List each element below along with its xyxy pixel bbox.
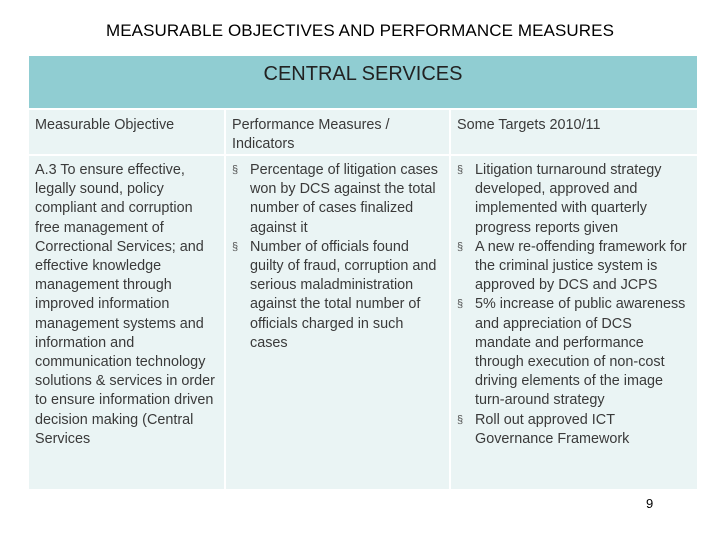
- bullet-icon: §: [232, 240, 239, 253]
- target-text: 5% increase of public awareness and appreciation of DCS mandate and performance through execution of non-cost driving elements of the image turn-around strategy: [475, 296, 686, 409]
- measure-text: Percentage of litigation cases won by DCS against the total number of cases finalized against it: [250, 162, 438, 236]
- targets-cell: [451, 156, 697, 491]
- bullet-icon: §: [457, 413, 464, 426]
- measures-list: [232, 161, 443, 353]
- bullet-icon: §: [457, 298, 464, 311]
- objective-cell: A.3 To ensure effective, legally sound, policy compliant and corruption free management of Correctional Services; and effective knowledge management through improved information management systems and information and communication technology solutions & services in order to ensure information driven decision making (Central Services: [29, 156, 226, 491]
- objectives-table: [29, 110, 697, 491]
- measure-item: [232, 238, 443, 353]
- target-item: [457, 411, 691, 449]
- page-title: MEASURABLE OBJECTIVES AND PERFORMANCE MEASURES: [105, 21, 615, 40]
- targets-list: [457, 161, 691, 449]
- header-measures: Performance Measures / Indicators: [226, 110, 451, 156]
- header-targets: Some Targets 2010/11: [451, 110, 697, 156]
- measure-text: Number of officials found guilty of fraud, corruption and serious maladministration against the total number of officials charged in such cases: [250, 238, 437, 351]
- bullet-icon: §: [457, 240, 464, 253]
- target-text: A new re-offending framework for the criminal justice system is approved by DCS and JCPS: [475, 238, 687, 294]
- target-text: Litigation turnaround strategy developed, approved and implemented with quarterly progress reports given: [475, 162, 662, 236]
- section-banner: [29, 56, 697, 110]
- measures-cell: [226, 156, 451, 491]
- section-title: CENTRAL SERVICES: [263, 63, 463, 85]
- bullet-icon: §: [457, 164, 464, 176]
- measure-item: [232, 161, 443, 238]
- target-item: [457, 238, 691, 296]
- page-number: 9: [646, 496, 654, 511]
- header-objective: Measurable Objective: [29, 110, 226, 156]
- bullet-icon: §: [232, 164, 239, 176]
- target-item: [457, 295, 691, 410]
- target-text: Roll out approved ICT Governance Framework: [475, 411, 630, 447]
- target-item: [457, 161, 691, 238]
